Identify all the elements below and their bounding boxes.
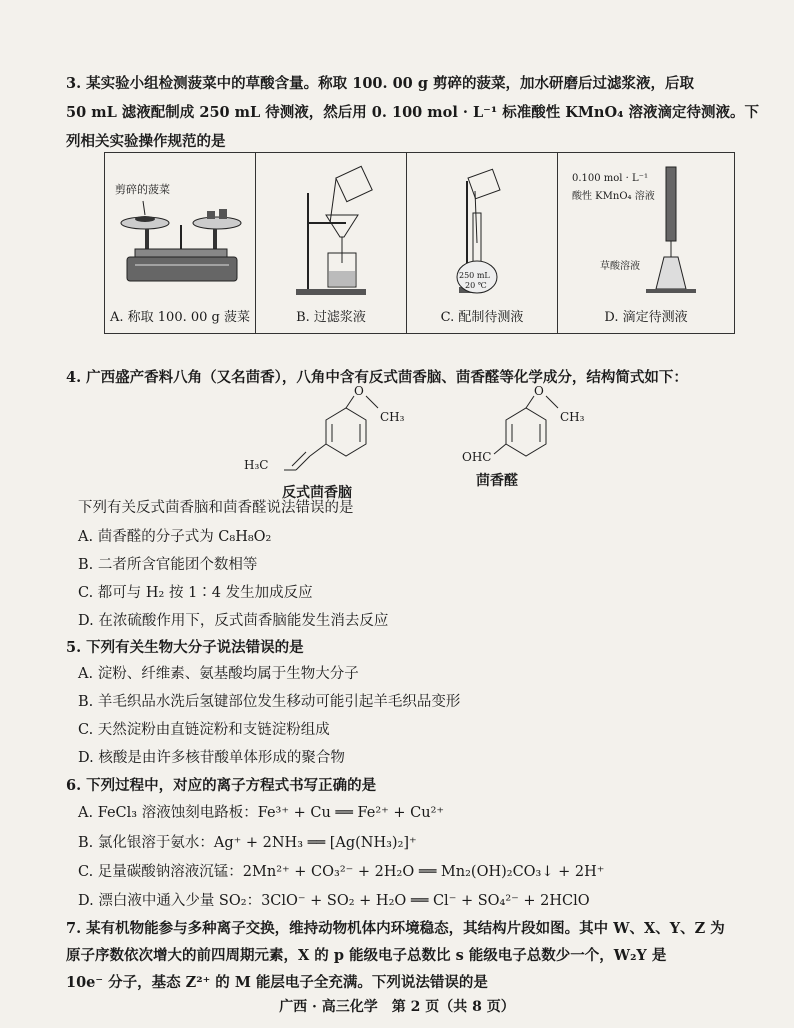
anisaldehyde-ohc: OHC <box>462 450 492 464</box>
caption-d: D. 滴定待测液 <box>604 310 688 325</box>
q5-option-b[interactable]: B. 羊毛织品水洗后氢键部位发生移动可能引起羊毛织品变形 <box>78 694 461 710</box>
filter-funnel-icon <box>256 153 406 303</box>
anisaldehyde-o: O <box>534 384 544 398</box>
q3-line1: 3. 某实验小组检测菠菜中的草酸含量。称取 100. 00 g 剪碎的菠菜，加水研磨后过滤浆液，后取 <box>66 75 695 92</box>
q4-option-c[interactable]: C. 都可与 H₂ 按 1∶4 发生加成反应 <box>78 585 313 601</box>
q7-line3: 10e⁻ 分子，基态 Z²⁺ 的 M 能层电子全充满。下列说法错误的是 <box>66 974 488 991</box>
spinach-label: 剪碎的菠菜 <box>115 183 170 196</box>
anethole-label: 反式茴香脑 <box>282 485 352 501</box>
reagent-name-label: 酸性 KMnO₄ 溶液 <box>572 191 655 202</box>
anisaldehyde-ch3: CH₃ <box>560 410 585 424</box>
q5-option-c[interactable]: C. 天然淀粉由直链淀粉和支链淀粉组成 <box>78 722 330 738</box>
flask-temp-label: 20 ℃ <box>465 281 487 290</box>
volumetric-flask-illustration <box>407 153 557 303</box>
filtration-illustration <box>256 153 406 303</box>
q7-line2: 原子序数依次增大的前四周期元素，X 的 p 能级电子总数比 s 能级电子总数少一个，W₂Y 是 <box>66 947 667 964</box>
caption-a: A. 称取 100. 00 g 菠菜 <box>110 310 250 325</box>
q6-option-c[interactable]: C. 足量碳酸钠溶液沉锰：2Mn²⁺ + CO₃²⁻ + 2H₂O ══ Mn₂(OH)₂CO₃↓ + 2H⁺ <box>78 864 605 880</box>
q4-question: 下列有关反式茴香脑和茴香醛说法错误的是 <box>78 500 354 516</box>
caption-c: C. 配制待测液 <box>440 310 524 325</box>
q6-option-a[interactable]: A. FeCl₃ 溶液蚀刻电路板：Fe³⁺ + Cu ══ Fe²⁺ + Cu²⁺ <box>78 805 445 821</box>
balance-illustration <box>105 153 255 303</box>
page-footer: 广西 · 高三化学 第 2 页（共 8 页） <box>279 999 515 1015</box>
oxalic-acid-label: 草酸溶液 <box>600 261 640 272</box>
q6-option-d[interactable]: D. 漂白液中通入少量 SO₂：3ClO⁻ + SO₂ + H₂O ══ Cl⁻ + SO₄²⁻ + 2HClO <box>78 893 590 909</box>
q7-line1: 7. 某有机物能参与多种离子交换，维持动物机体内环境稳态，其结构片段如图。其中 W、X、Y、Z 为 <box>66 920 725 937</box>
q3-experiment-table <box>104 152 735 334</box>
q5-option-d[interactable]: D. 核酸是由许多核苷酸单体形成的聚合物 <box>78 750 345 766</box>
q4-option-d[interactable]: D. 在浓硫酸作用下，反式茴香脑能发生消去反应 <box>78 613 389 629</box>
flask-volume-label: 250 mL <box>459 271 490 280</box>
q3-line2: 50 mL 滤液配制成 250 mL 待测液，然后用 0. 100 mol · L⁻¹ 标准酸性 KMnO₄ 溶液滴定待测液。下 <box>66 104 759 121</box>
q3-line3: 列相关实验操作规范的是 <box>66 133 226 150</box>
q6-stem: 6. 下列过程中，对应的离子方程式书写正确的是 <box>66 777 377 794</box>
anethole-o: O <box>354 384 364 398</box>
q4-structures <box>244 384 644 502</box>
anisaldehyde-label: 茴香醛 <box>476 473 518 489</box>
reagent-conc-label: 0.100 mol · L⁻¹ <box>572 173 648 184</box>
q6-option-b[interactable]: B. 氯化银溶于氨水：Ag⁺ + 2NH₃ ══ [Ag(NH₃)₂]⁺ <box>78 835 417 851</box>
titration-illustration <box>558 153 734 303</box>
q4-stem: 4. 广西盛产香料八角（又名茴香），八角中含有反式茴香脑、茴香醛等化学成分，结构简式如下： <box>66 369 688 386</box>
q5-stem: 5. 下列有关生物大分子说法错误的是 <box>66 639 304 656</box>
caption-b: B. 过滤浆液 <box>296 310 366 325</box>
q4-option-a[interactable]: A. 茴香醛的分子式为 C₈H₈O₂ <box>78 529 272 545</box>
q5-option-a[interactable]: A. 淀粉、纤维素、氨基酸均属于生物大分子 <box>78 666 359 682</box>
anethole-h3c: H₃C <box>244 458 269 472</box>
anethole-ch3: CH₃ <box>380 410 405 424</box>
q4-option-b[interactable]: B. 二者所含官能团个数相等 <box>78 557 258 573</box>
balance-icon <box>105 153 255 303</box>
